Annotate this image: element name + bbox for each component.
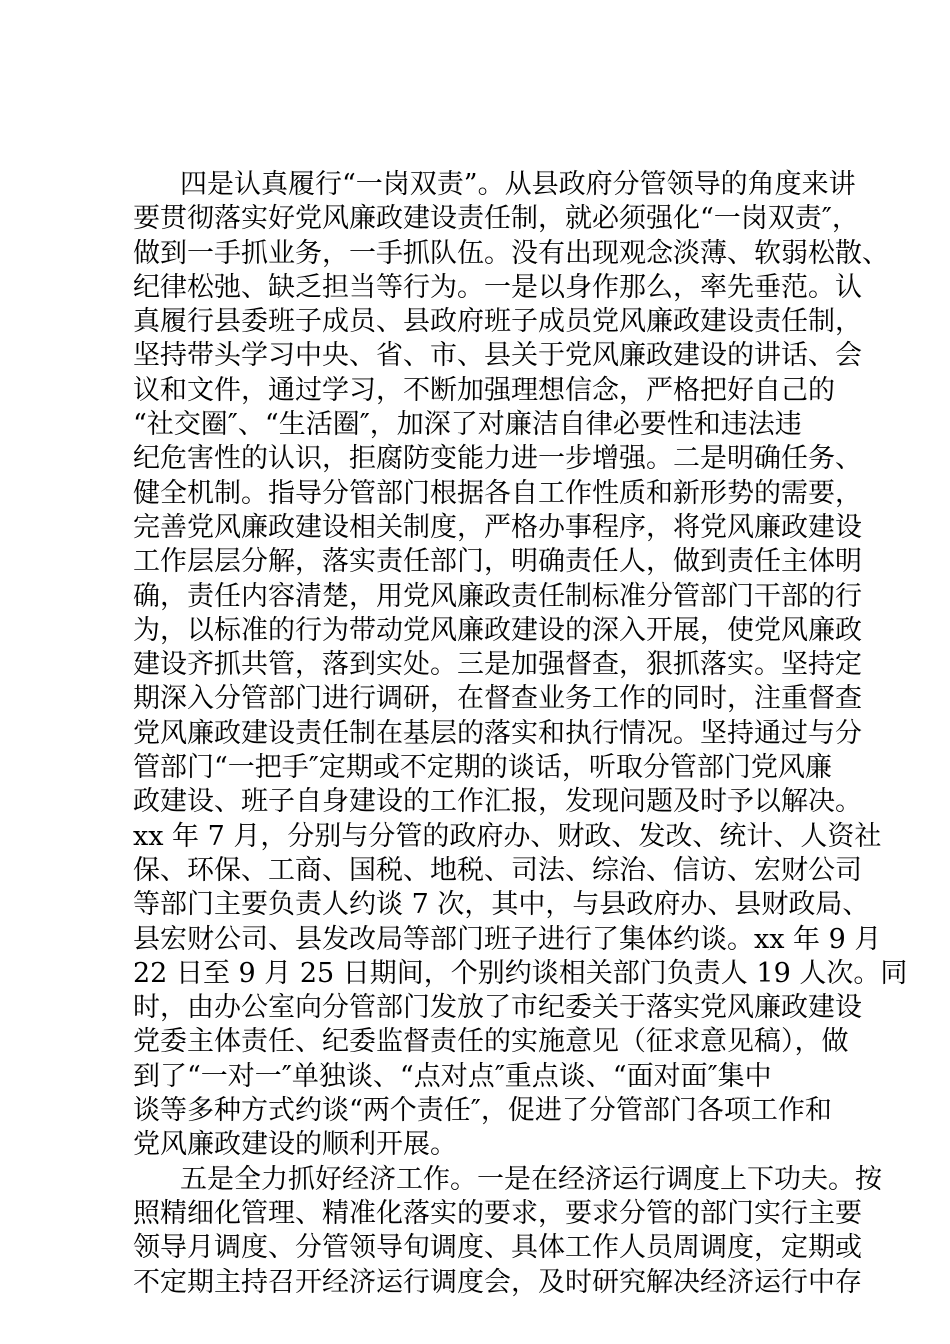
text-line: 纪危害性的认识，拒腐防变能力进一步增强。二是明确任务、 [133,443,862,475]
text-line: 做到一手抓业务，一手抓队伍。没有出现观念淡薄、软弱松散、 [133,237,889,269]
text-line: 健全机制。指导分管部门根据各自工作性质和新形势的需要， [133,477,862,509]
text-line: “社交圈″、“生活圈″，加深了对廉洁自律必要性和违法违 [133,409,802,441]
text-line: 22 日至 9 月 25 日期间，个别约谈相关部门负责人 19 人次。同 [133,957,908,989]
text-line: 四是认真履行“一岗双责”。从县政府分管领导的角度来讲 [180,169,856,200]
text-line: 党风廉政建设责任制在基层的落实和执行情况。坚持通过与分 [133,717,862,749]
text-line: 照精细化管理、精准化落实的要求，要求分管的部门实行主要 [133,1197,862,1229]
document-body [133,168,908,1300]
text-line: 时，由办公室向分管部门发放了市纪委关于落实党风廉政建设 [133,992,862,1024]
text-line: 五是全力抓好经济工作。一是在经济运行调度上下功夫。按 [180,1163,882,1195]
text-line: 管部门“一把手″定期或不定期的谈话，听取分管部门党风廉 [133,752,832,784]
text-line: 党风廉政建设的顺利开展。 [133,1129,457,1161]
text-line: 真履行县委班子成员、县政府班子成员党风廉政建设责任制， [133,306,862,338]
text-line: 政建设、班子自身建设的工作汇报，发现问题及时予以解决。 [133,786,862,818]
text-line: 为，以标准的行为带动党风廉政建设的深入开展，使党风廉政 [133,614,862,646]
text-line: 等部门主要负责人约谈 7 次，其中，与县政府办、县财政局、 [133,889,870,921]
text-line: 建设齐抓共管，落到实处。三是加强督查，狠抓落实。坚持定 [133,649,862,681]
text-line: 确，责任内容清楚，用党风廉政责任制标准分管部门干部的行 [133,580,862,612]
text-line: 纪律松弛、缺乏担当等行为。一是以身作那么，率先垂范。认 [133,271,862,303]
text-line: 工作层层分解，落实责任部门，明确责任人，做到责任主体明 [133,546,862,578]
text-line: 县宏财公司、县发改局等部门班子进行了集体约谈。xx 年 9 月 [133,923,882,955]
text-line: 议和文件，通过学习，不断加强理想信念，严格把好自己的 [133,374,835,406]
text-line: 领导月调度、分管领导旬调度、具体工作人员周调度，定期或 [133,1232,862,1264]
text-line: 坚持带头学习中央、省、市、县关于党风廉政建设的讲话、会 [133,340,862,372]
text-line: 完善党风廉政建设相关制度，严格办事程序，将党风廉政建设 [133,511,862,543]
text-line: 不定期主持召开经济运行调度会，及时研究解决经济运行中存 [133,1266,862,1298]
text-line: 到了“一对一″单独谈、“点对点″重点谈、“面对面″集中 [133,1060,772,1092]
text-line: xx 年 7 月，分别与分管的政府办、财政、发改、统计、人资社 [133,820,882,852]
text-line: 保、环保、工商、国税、地税、司法、综治、信访、宏财公司 [133,854,862,886]
text-line: 要贯彻落实好党风廉政建设责任制，就必须强化“一岗双责″， [133,203,859,235]
text-line: 党委主体责任、纪委监督责任的实施意见（征求意见稿），做 [133,1026,849,1058]
text-line: 谈等多种方式约谈“两个责任″，促进了分管部门各项工作和 [133,1095,832,1127]
text-line: 期深入分管部门进行调研，在督查业务工作的同时，注重督查 [133,683,862,715]
